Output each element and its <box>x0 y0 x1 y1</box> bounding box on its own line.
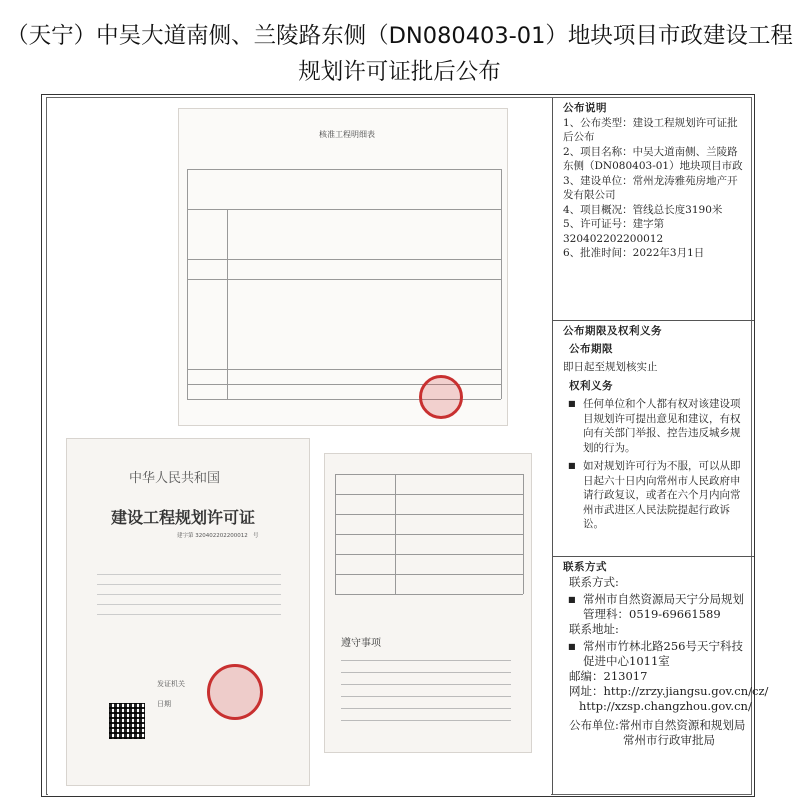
contact-value: ■ 常州市自然资源局天宁分局规划管理科：0519-69661589 <box>563 592 748 622</box>
contact-label: 联系方式: <box>569 575 619 589</box>
scan-permit-cover <box>66 438 310 786</box>
contact-panel <box>553 556 769 795</box>
period-sub-heading: 公布期限 <box>569 342 613 355</box>
rights-bullet: ■ 任何单位和个人都有权对该建设项目规划许可提出意见和建议，有权向有关部门举报、控告违反城乡规划的行为。 <box>563 397 748 455</box>
notice-item: 5、许可证号：建字第320402202200012 <box>563 218 665 245</box>
scan-permit-details <box>324 453 532 753</box>
page-title <box>0 18 799 90</box>
red-seal-1 <box>419 375 463 419</box>
notice-item: 1、公布类型：建设工程规划许可证批后公布 <box>563 116 738 143</box>
period-heading: 公布期限及权利义务 <box>563 325 662 337</box>
qr-code <box>109 703 145 739</box>
address-value: ■ 常州市竹林北路256号天宁科技促进中心1011室 <box>563 639 748 669</box>
scan-detail-table <box>178 108 508 426</box>
scan-permit-date: 日期 <box>157 700 171 708</box>
website-link-2[interactable]: http://xzsp.changzhou.gov.cn/ <box>579 699 752 713</box>
period-rights-panel <box>553 320 754 556</box>
scan-notes-title: 遵守事项 <box>341 638 381 649</box>
website-link[interactable]: http://zrzy.jiangsu.gov.cn/cz/ <box>603 684 769 698</box>
scan-detail-table-title: 核准工程明细表 <box>319 130 375 139</box>
notice-panel <box>553 98 754 320</box>
rights-sub-heading: 权利义务 <box>569 379 613 392</box>
red-seal-2 <box>207 664 263 720</box>
website-row: 网址：http://zrzy.jiangsu.gov.cn/cz/ <box>569 684 769 698</box>
publisher-row: 公布单位:常州市自然资源和规划局 <box>569 718 746 732</box>
notice-heading: 公布说明 <box>563 102 607 114</box>
scan-permit-number: 建字第 320402202200012 号 <box>177 533 259 539</box>
page-title-line2: 规划许可证批后公布 <box>298 59 501 85</box>
notice-item: 4、项目概况：管线总长度3190米 <box>563 203 723 216</box>
notice-item: 2、项目名称：中吴大道南侧、兰陵路东侧（DN080403-01）地块项目市政 <box>563 145 743 172</box>
address-label: 联系地址: <box>569 622 619 636</box>
rights-bullet: ■ 如对规划许可行为不服，可以从即日起六十日内向常州市人民政府申请行政复议，或者在六个月内向常州市武进区人民法院提起行政诉讼。 <box>563 459 748 532</box>
scan-permit-issuer: 发证机关 <box>157 680 185 688</box>
page-title-line1: （天宁）中吴大道南侧、兰陵路东侧（DN080403-01）地块项目市政建设工程 <box>6 23 793 49</box>
notice-sidebar <box>552 98 769 795</box>
publisher-row-2: 常州市行政审批局 <box>623 733 715 747</box>
notice-item: 6、批准时间：2022年3月1日 <box>563 247 705 259</box>
notice-item: 3、建设单位：常州龙涛雅苑房地产开发有限公司 <box>563 174 738 201</box>
period-text: 即日起至规划核实止 <box>563 361 658 373</box>
scanned-documents-area <box>48 98 551 795</box>
scan-permit-title: 建设工程规划许可证 <box>111 508 256 527</box>
scan-permit-header: 中华人民共和国 <box>129 471 221 486</box>
postcode: 邮编：213017 <box>569 669 648 683</box>
contact-heading: 联系方式 <box>563 561 607 573</box>
